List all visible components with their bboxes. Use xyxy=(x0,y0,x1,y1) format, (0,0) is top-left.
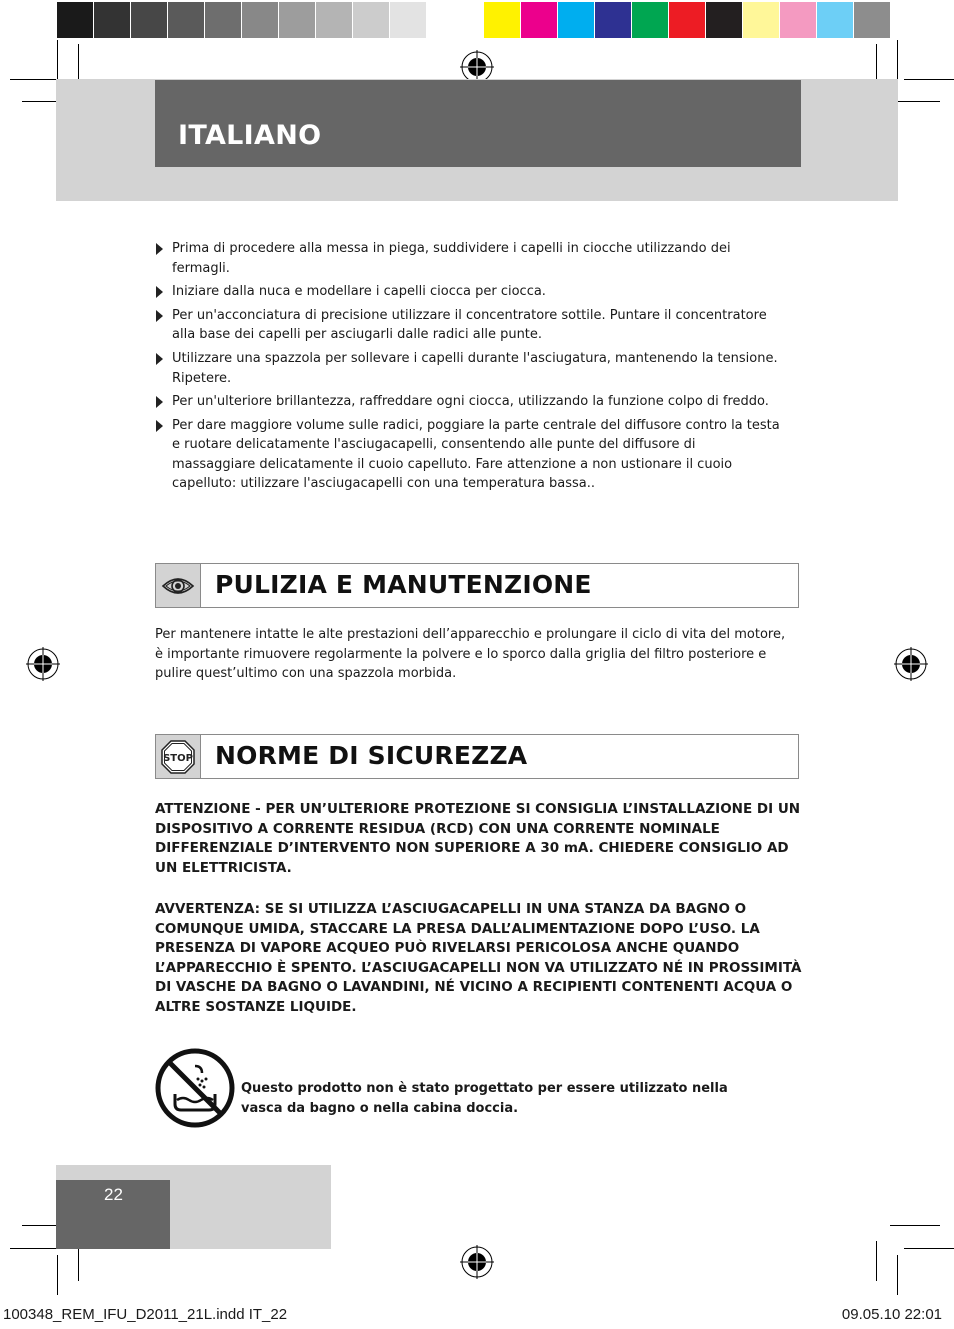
color-swatch xyxy=(854,2,890,38)
instruction-item xyxy=(155,416,780,494)
stop-sign-icon xyxy=(156,735,201,778)
color-swatch xyxy=(669,2,705,38)
grayscale-calibration-bar xyxy=(57,2,464,38)
bullet-arrow-icon xyxy=(156,420,163,432)
gray-swatch xyxy=(94,2,130,38)
bullet-arrow-icon xyxy=(156,286,163,298)
bullet-arrow-icon xyxy=(156,310,163,322)
instruction-item xyxy=(155,349,780,388)
gray-swatch xyxy=(390,2,426,38)
bullet-arrow-icon xyxy=(156,243,163,255)
bathroom-warning: AVVERTENZA: SE SI UTILIZZA L’ASCIUGACAPELLI IN UNA STANZA DA BAGNO O COMUNQUE UMIDA, STACCARE LA PRESA DALL’ALIMENTAZIONE DOPO L’USO. LA PRESENZA DI VAPORE ACQUEO PUÒ RIVELARSI PERICOLOSA ANCHE QUANDO L’APPARECCHIO È SPENTO. L’ASCIUGACAPELLI NON VA UTILIZZATO NÉ IN PROSSIMITÀ DI VASCHE DA BAGNO O LAVANDINI, NÉ VICINO A RECIPIENTI CONTENENTI ACQUA O ALTRE SOSTANZE LIQUIDE. xyxy=(155,901,802,1015)
crop-mark xyxy=(876,1241,877,1281)
page-title: ITALIANO xyxy=(178,120,322,151)
gray-swatch xyxy=(279,2,315,38)
crop-mark xyxy=(57,1255,58,1295)
color-swatch xyxy=(632,2,668,38)
instruction-item xyxy=(155,239,780,278)
instructions-list xyxy=(155,239,780,498)
crop-mark xyxy=(890,1225,940,1226)
color-calibration-bar xyxy=(484,2,891,38)
color-swatch xyxy=(780,2,816,38)
slug-date: 09.05.10 22:01 xyxy=(841,1306,942,1323)
gray-swatch xyxy=(242,2,278,38)
crop-mark xyxy=(904,79,954,80)
page-number: 22 xyxy=(104,1185,123,1204)
color-swatch xyxy=(521,2,557,38)
crop-mark xyxy=(10,79,60,80)
cleaning-section-title: PULIZIA E MANUTENZIONE xyxy=(215,570,592,599)
no-bathtub-note: Questo prodotto non è stato progettato per essere utilizzato nella vasca da bagno o nella cabina doccia. xyxy=(241,1081,728,1116)
color-swatch xyxy=(706,2,742,38)
crop-mark xyxy=(57,40,58,80)
instruction-text: Utilizzare una spazzola per sollevare i capelli durante l'asciugatura, mantenendo la tensione. Ripetere. xyxy=(172,351,778,386)
instruction-item xyxy=(155,306,780,345)
instruction-text: Per un'ulteriore brillantezza, raffreddare ogni ciocca, utilizzando la funzione colpo di freddo. xyxy=(172,394,769,410)
crop-mark xyxy=(10,1248,60,1249)
gray-swatch xyxy=(57,2,93,38)
gray-swatch xyxy=(316,2,352,38)
no-bathtub-icon xyxy=(155,1048,235,1128)
instruction-text: Iniziare dalla nuca e modellare i capelli ciocca per ciocca. xyxy=(172,284,546,300)
registration-mark-icon xyxy=(26,647,60,681)
registration-mark-icon xyxy=(460,1245,494,1279)
color-swatch xyxy=(743,2,779,38)
gray-swatch xyxy=(205,2,241,38)
gray-swatch xyxy=(353,2,389,38)
cleaning-paragraph: Per mantenere intatte le alte prestazioni dell’apparecchio e prolungare il ciclo di vita del motore, è importante rimuovere regolarmente la polvere e lo sporco dalla griglia del filtro posteriore e pulire quest’ultimo con una spazzola morbida. xyxy=(155,627,786,681)
registration-mark-icon xyxy=(894,647,928,681)
eye-icon xyxy=(156,564,201,607)
instruction-item xyxy=(155,392,780,412)
instruction-text: Prima di procedere alla messa in piega, suddividere i capelli in ciocche utilizzando dei fermagli. xyxy=(172,241,731,276)
stop-sign-label: STOP xyxy=(163,753,193,764)
bullet-arrow-icon xyxy=(156,396,163,408)
bullet-arrow-icon xyxy=(156,353,163,365)
crop-mark xyxy=(897,1255,898,1295)
rcd-warning: ATTENZIONE - PER UN’ULTERIORE PROTEZIONE SI CONSIGLIA L’INSTALLAZIONE DI UN DISPOSITIVO A CORRENTE RESIDUA (RCD) CON UNA CORRENTE NOMINALE DIFFERENZIALE D’INTERVENTO NON SUPERIORE A 30 mA. CHIEDERE CONSIGLIO AD UN ELETTRICISTA. xyxy=(155,801,801,876)
gray-swatch xyxy=(131,2,167,38)
color-swatch xyxy=(817,2,853,38)
crop-mark xyxy=(78,44,79,84)
slug-filename: 100348_REM_IFU_D2011_21L.indd IT_22 xyxy=(3,1306,288,1323)
instruction-item xyxy=(155,282,780,302)
safety-section-title: NORME DI SICUREZZA xyxy=(215,741,528,770)
color-swatch xyxy=(558,2,594,38)
crop-mark xyxy=(904,1248,954,1249)
safety-section-header xyxy=(155,734,799,779)
gray-swatch xyxy=(168,2,204,38)
color-swatch xyxy=(595,2,631,38)
color-swatch xyxy=(484,2,520,38)
crop-mark xyxy=(876,44,877,84)
gray-swatch xyxy=(427,2,463,38)
cleaning-section-header xyxy=(155,563,799,608)
instruction-text: Per un'acconciatura di precisione utilizzare il concentratore sottile. Puntare il concentratore alla base dei capelli per asciugarli dalle radici alle punte. xyxy=(172,307,767,343)
instruction-text: Per dare maggiore volume sulle radici, poggiare la parte centrale del diffusore contro la testa e ruotare delicatamente l'asciugacapelli, consentendo alle punte del diffusore di massaggiare delicatamente il cuoio capelluto. Fare attenzione a non ustionare il cuoio capelluto: utilizzare l'asciugacapelli con una temperatura bassa.. xyxy=(172,417,780,492)
crop-mark xyxy=(897,40,898,80)
